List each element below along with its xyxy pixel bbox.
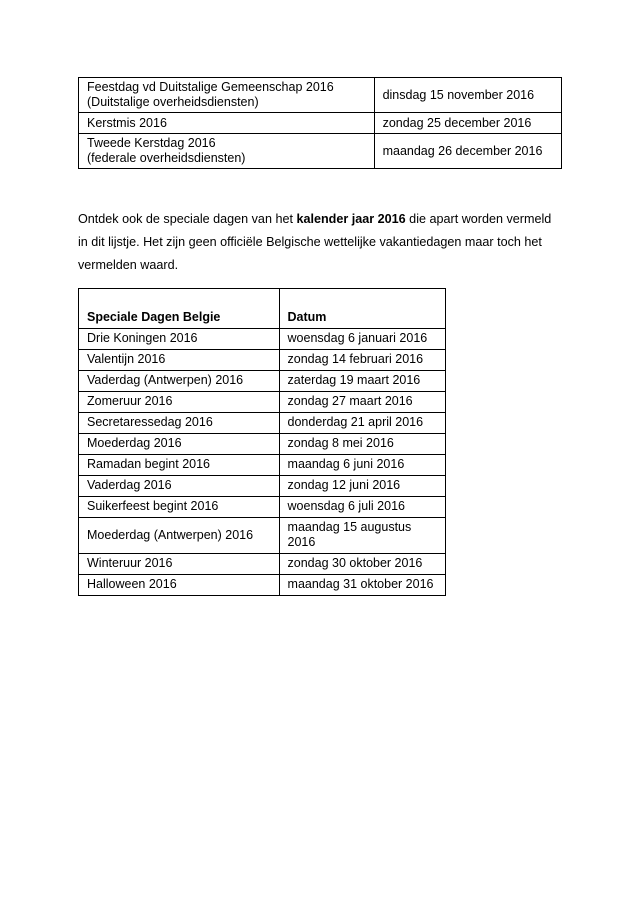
holiday-date-cell: zondag 25 december 2016 xyxy=(374,113,561,134)
special-days-table xyxy=(78,288,446,596)
holiday-name-cell xyxy=(79,113,375,134)
day-name-cell: Winteruur 2016 xyxy=(79,554,280,575)
table-row xyxy=(79,497,446,518)
paragraph-text: Ontdek ook de speciale dagen van het xyxy=(78,212,297,226)
day-date-cell: maandag 6 juni 2016 xyxy=(279,455,445,476)
intro-paragraph xyxy=(78,208,564,277)
table-row xyxy=(79,518,446,554)
holiday-name-cell xyxy=(79,78,375,113)
holiday-name-line: (federale overheidsdiensten) xyxy=(87,151,246,165)
day-date-cell: donderdag 21 april 2016 xyxy=(279,413,445,434)
day-name-cell: Drie Koningen 2016 xyxy=(79,329,280,350)
day-name-cell: Suikerfeest begint 2016 xyxy=(79,497,280,518)
holiday-name-line: (Duitstalige overheidsdiensten) xyxy=(87,95,259,109)
holiday-name-line: Kerstmis 2016 xyxy=(87,115,167,130)
day-date-cell: zaterdag 19 maart 2016 xyxy=(279,371,445,392)
column-header-name: Speciale Dagen Belgie xyxy=(79,289,280,329)
day-date-cell: maandag 31 oktober 2016 xyxy=(279,575,445,596)
table-row xyxy=(79,78,562,113)
table-row xyxy=(79,554,446,575)
day-date-cell: zondag 30 oktober 2016 xyxy=(279,554,445,575)
holidays-table xyxy=(78,77,562,169)
table-row xyxy=(79,413,446,434)
table-row xyxy=(79,476,446,497)
day-date-cell: maandag 15 augustus 2016 xyxy=(279,518,445,554)
day-name-cell: Moederdag (Antwerpen) 2016 xyxy=(79,518,280,554)
day-date-cell: zondag 14 februari 2016 xyxy=(279,350,445,371)
holiday-name-line: Tweede Kerstdag 2016 xyxy=(87,136,216,150)
table-row xyxy=(79,455,446,476)
table-row xyxy=(79,329,446,350)
holiday-date-cell: maandag 26 december 2016 xyxy=(374,134,561,169)
day-date-cell: zondag 12 juni 2016 xyxy=(279,476,445,497)
day-date-cell: woensdag 6 januari 2016 xyxy=(279,329,445,350)
column-header-date: Datum xyxy=(279,289,445,329)
table-row xyxy=(79,434,446,455)
holiday-name-cell xyxy=(79,134,375,169)
day-date-cell: woensdag 6 juli 2016 xyxy=(279,497,445,518)
holiday-name-line: Feestdag vd Duitstalige Gemeenschap 2016 xyxy=(87,80,334,94)
table-row xyxy=(79,113,562,134)
day-name-cell: Moederdag 2016 xyxy=(79,434,280,455)
paragraph-bold-text: kalender jaar 2016 xyxy=(296,212,406,226)
day-date-cell: zondag 27 maart 2016 xyxy=(279,392,445,413)
table-row xyxy=(79,371,446,392)
day-name-cell: Vaderdag (Antwerpen) 2016 xyxy=(79,371,280,392)
day-name-cell: Secretaressedag 2016 xyxy=(79,413,280,434)
day-name-cell: Ramadan begint 2016 xyxy=(79,455,280,476)
day-name-cell: Vaderdag 2016 xyxy=(79,476,280,497)
table-header-row xyxy=(79,289,446,329)
day-name-cell: Valentijn 2016 xyxy=(79,350,280,371)
table-row xyxy=(79,392,446,413)
holiday-date-cell: dinsdag 15 november 2016 xyxy=(374,78,561,113)
day-name-cell: Zomeruur 2016 xyxy=(79,392,280,413)
table-row xyxy=(79,350,446,371)
table-row xyxy=(79,575,446,596)
table-row xyxy=(79,134,562,169)
day-name-cell: Halloween 2016 xyxy=(79,575,280,596)
paragraph-text: die apart worden vermeld in dit lijstje. Het zijn geen officiële Belgische wettelijke vakantiedagen maar toch het vermelden waard. xyxy=(78,212,552,272)
day-date-cell: zondag 8 mei 2016 xyxy=(279,434,445,455)
